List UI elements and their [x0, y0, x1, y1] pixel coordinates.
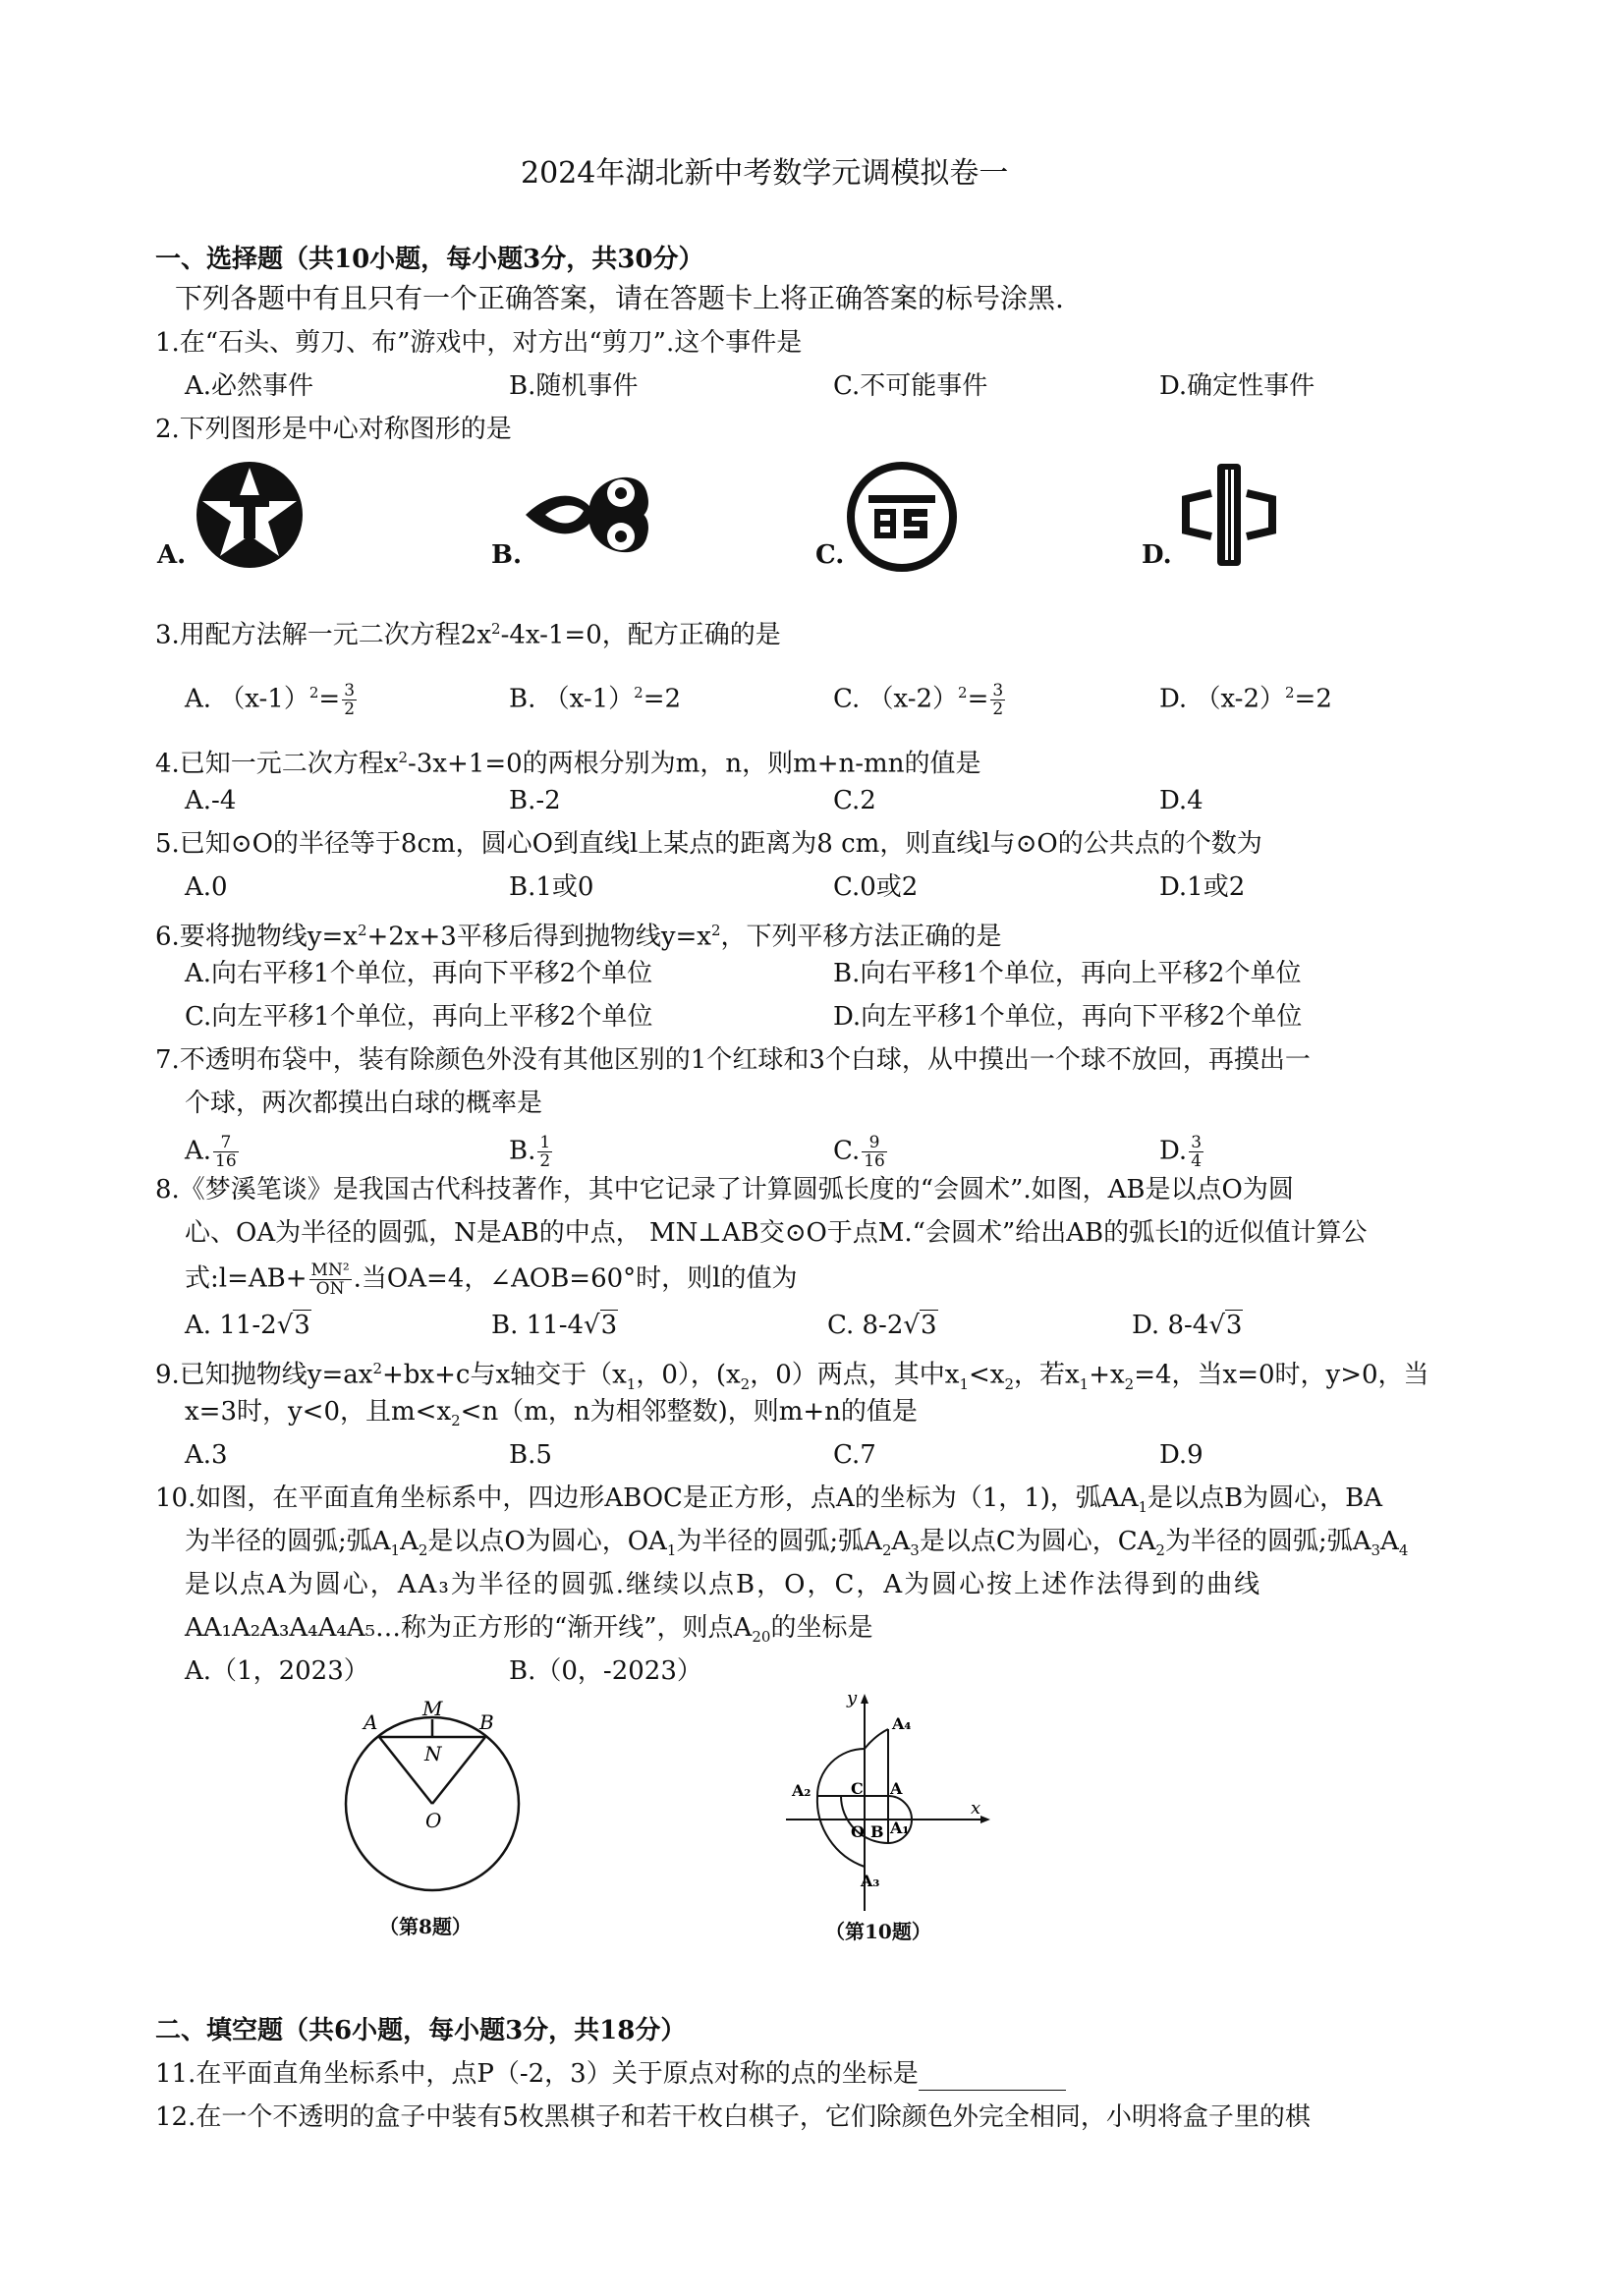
radicand: 3 [1225, 1311, 1243, 1340]
q9-text: ，若x [1013, 1360, 1080, 1390]
q10-line-2 [185, 1525, 1408, 1567]
q8-formula-text: 式:l=AB+ [185, 1263, 308, 1294]
q3-option-b [509, 676, 681, 716]
q11-answer-blank[interactable] [919, 2064, 1066, 2091]
q3-a-sup: 2 [308, 684, 319, 701]
fig10-label-a2: A₂ [792, 1781, 812, 1800]
denominator: 16 [215, 1151, 237, 1171]
q6-option-a: A.向右平移1个单位，再向下平移2个单位 [185, 959, 653, 988]
q2-stem: 2.下列图形是中心对称图形的是 [155, 415, 512, 444]
numerator: 3 [1191, 1133, 1203, 1152]
q8-d-text: D. 8-4 [1132, 1311, 1209, 1340]
q3-stem-sup: 2 [491, 620, 501, 638]
q10-sub: 2 [1155, 1541, 1165, 1560]
q7-option-b [509, 1134, 554, 1170]
q10-text: 是以点C为圆心，CA [919, 1527, 1156, 1556]
q5-option-d: D.1或2 [1159, 872, 1246, 902]
q8-line-3 [185, 1261, 798, 1298]
q7-b-fraction [537, 1134, 552, 1170]
sqrt-sign: √ [1208, 1311, 1225, 1340]
q10-sub: 1 [1138, 1498, 1148, 1517]
q8-a-text: A. 11-2 [185, 1311, 277, 1340]
q5-option-c: C.0或2 [833, 872, 919, 902]
q10-sub: 1 [666, 1541, 677, 1560]
q10-sub: 2 [418, 1541, 428, 1560]
bracket-logo-icon [1174, 460, 1284, 570]
q3-d-eq: =2 [1294, 684, 1332, 714]
fig10-label-o: O [851, 1822, 865, 1841]
fig10-label-a1: A₁ [890, 1819, 910, 1837]
q8-figure [334, 1690, 550, 1926]
q8-option-a [185, 1309, 311, 1342]
q9-text: 9.已知抛物线y=ax [155, 1360, 373, 1390]
q9-sub: 1 [626, 1374, 637, 1393]
sqrt-sign: √ [584, 1311, 600, 1340]
q9-line-1 [155, 1352, 1429, 1401]
q6-option-c: C.向左平移1个单位，再向上平移2个单位 [185, 1002, 653, 1032]
q4-option-b: B.-2 [509, 786, 561, 815]
q5-option-a: A.0 [185, 872, 228, 902]
q9-text: =4，当x=0时，y>0，当 [1134, 1360, 1429, 1390]
q8-option-d [1132, 1309, 1243, 1342]
q7-option-d [1159, 1134, 1205, 1170]
q4-option-d: D.4 [1159, 786, 1203, 815]
q10-option-b: B.（0，-2023） [509, 1656, 702, 1686]
fig8-label-b: B [479, 1710, 494, 1734]
q10-text: A [891, 1527, 911, 1556]
q9-text: ，0），(x [636, 1360, 741, 1390]
fig8-label-m: M [422, 1697, 443, 1720]
q9-option-d: D.9 [1159, 1440, 1203, 1470]
q9-text: ，0）两点，其中x [750, 1360, 960, 1390]
q8-formula-fraction [309, 1261, 352, 1298]
q7-d-fraction [1189, 1134, 1203, 1170]
q3-a-text: A. （x-1） [185, 684, 309, 714]
q3-d-text: D. （x-2） [1159, 684, 1285, 714]
q4-option-c: C.2 [833, 786, 876, 815]
q6-stem-part: 6.要将抛物线y=x [155, 922, 358, 952]
fig8-label-n: N [424, 1742, 442, 1765]
numerator: 3 [344, 681, 356, 701]
radicand: 3 [294, 1311, 310, 1340]
q10-text: AA₁A₂A₃A₄A₄A₅…称为正方形的“渐开线”，则点A [185, 1613, 753, 1643]
trefoil-logo-icon [521, 462, 653, 568]
q9-option-b: B.5 [509, 1440, 552, 1470]
q3-c-fraction [990, 682, 1005, 718]
section-2-heading: 二、填空题（共6小题，每小题3分，共18分） [155, 2016, 687, 2045]
q10-text: 是以点O为圆心，OA [427, 1527, 667, 1556]
q1-option-a: A.必然事件 [185, 371, 314, 401]
q3-b-text: B. （x-1） [509, 684, 635, 714]
q2-label-b: B. [491, 540, 523, 570]
q1-option-c: C.不可能事件 [833, 371, 988, 401]
q3-stem [155, 612, 781, 652]
q3-c-eq: = [967, 684, 989, 714]
fig8-label-o: O [425, 1809, 442, 1832]
q9-sup: 2 [372, 1360, 382, 1377]
q6-stem-part: ，下列平移方法正确的是 [720, 922, 1002, 952]
q9-sub: 1 [959, 1374, 969, 1393]
q10-sub: 3 [1371, 1541, 1381, 1560]
denominator: ON [315, 1279, 345, 1299]
fig10-label-a3: A₃ [861, 1872, 880, 1890]
q4-stem [155, 741, 980, 781]
q8-b-text: B. 11-4 [491, 1311, 585, 1340]
q9-text: <n（m，n为相邻整数)，则m+n的值是 [460, 1397, 918, 1427]
radicand: 3 [600, 1311, 618, 1340]
q9-sub: 2 [740, 1374, 751, 1393]
q10-text: 的坐标是 [770, 1613, 873, 1643]
numerator: 7 [213, 1134, 239, 1152]
fig10-label-b: B [870, 1822, 884, 1841]
q2-label-d: D. [1142, 540, 1172, 570]
q10-text: A [400, 1527, 419, 1556]
circle-glyph-logo-icon [847, 462, 957, 572]
q10-sub: 1 [390, 1541, 401, 1560]
q3-b-sup: 2 [634, 684, 644, 701]
denominator: 2 [992, 700, 1004, 720]
numerator: 3 [992, 681, 1004, 701]
q6-stem [155, 914, 1002, 954]
q10-sub: 20 [752, 1628, 771, 1647]
section-1-heading: 一、选择题（共10小题，每小题3分，共30分） [155, 245, 704, 274]
q10-figure [776, 1690, 1002, 1916]
q6-sup: 2 [357, 922, 367, 939]
q8-c-text: C. 8-2 [827, 1311, 904, 1340]
q10-text: 是以点B为圆心，BA [1147, 1484, 1383, 1513]
q7-option-a [185, 1134, 241, 1170]
q4-stem-part: -3x+1=0的两根分别为m，n，则m+n-mn的值是 [408, 749, 981, 779]
q9-line-2 [185, 1395, 918, 1437]
q10-option-a: A.（1，2023） [185, 1656, 369, 1686]
fig8-label-a: A [364, 1710, 378, 1734]
q9-sub: 2 [1004, 1374, 1014, 1393]
q3-b-eq: =2 [643, 684, 682, 714]
numerator: 9 [862, 1134, 887, 1152]
fig10-label-a4: A₄ [892, 1714, 912, 1733]
q4-option-a: A.-4 [185, 786, 237, 815]
q10-sub: 4 [1398, 1541, 1409, 1560]
q10-sub: 2 [881, 1541, 892, 1560]
q7-b-text: B. [509, 1136, 536, 1166]
q8-line-1: 8.《梦溪笔谈》是我国古代科技著作，其中它记录了计算圆弧长度的“会圆术”.如图，AB是以点O为圆 [155, 1175, 1294, 1204]
q7-line-1: 7.不透明布袋中，装有除颜色外没有其他区别的1个红球和3个白球，从中摸出一个球不放回，再摸出一 [155, 1045, 1311, 1075]
q10-text: 为半径的圆弧;弧A [185, 1527, 391, 1556]
star-T-logo-icon [195, 460, 305, 570]
sqrt-sign: √ [276, 1311, 294, 1340]
q11-stem [155, 2057, 1066, 2091]
q4-stem-part: 4.已知一元二次方程x [155, 749, 399, 779]
q9-sub: 2 [1124, 1374, 1135, 1393]
fig10-label-y: y [847, 1688, 858, 1708]
q8-line-2: 心、OA为半径的圆弧，N是AB的中点， MN⊥AB交⊙O于点M.“会圆术”给出AB的弧长l的近似值计算公 [185, 1218, 1368, 1248]
numerator: MN² [310, 1260, 350, 1280]
q12-stem: 12.在一个不透明的盒子中装有5枚黑棋子和若干枚白棋子，它们除颜色外完全相同，小明将盒子里的棋 [155, 2102, 1311, 2132]
q10-line-1 [155, 1482, 1382, 1524]
q1-option-d: D.确定性事件 [1159, 371, 1315, 401]
q5-stem: 5.已知⊙O的半径等于8cm，圆心O到直线l上某点的距离为8 cm，则直线l与⊙O的公共点的个数为 [155, 829, 1262, 859]
q7-c-fraction [862, 1134, 887, 1170]
fig10-label-a: A [890, 1779, 903, 1798]
q7-option-c [833, 1134, 889, 1170]
radicand: 3 [920, 1311, 937, 1340]
q10-line-3: 是以点A为圆心，AA₃为半径的圆弧.继续以点B，O，C，A为圆心按上述作法得到的曲线 [185, 1570, 1262, 1599]
q10-text: 为半径的圆弧;弧A [676, 1527, 882, 1556]
q11-text: 11.在平面直角坐标系中，点P（-2，3）关于原点对称的点的坐标是 [155, 2059, 919, 2089]
q10-text: 10.如图，在平面直角坐标系中，四边形ABOC是正方形，点A的坐标为（1，1)，弧AA [155, 1484, 1139, 1513]
fig10-label-x: x [971, 1798, 981, 1819]
q3-a-eq: = [318, 684, 341, 714]
q9-sub: 1 [1079, 1374, 1090, 1393]
fig10-label-c: C [851, 1779, 864, 1798]
q3-option-c [833, 676, 1007, 718]
denominator: 4 [1191, 1151, 1203, 1171]
q9-text: +x [1089, 1360, 1125, 1390]
q9-text: +bx+c与x轴交于（x [382, 1360, 627, 1390]
denominator: 2 [344, 700, 356, 720]
q10-sub: 3 [910, 1541, 920, 1560]
q3-stem-part: -4x-1=0，配方正确的是 [500, 620, 781, 650]
q1-stem: 1.在“石头、剪刀、布”游戏中，对方出“剪刀”.这个事件是 [155, 328, 803, 358]
q6-option-d: D.向左平移1个单位，再向下平移2个单位 [833, 1002, 1303, 1032]
denominator: 2 [539, 1151, 551, 1171]
fig8-caption: （第8题） [379, 1915, 472, 1938]
q10-line-4 [185, 1611, 872, 1653]
section-1-instruction: 下列各题中有且只有一个正确答案，请在答题卡上将正确答案的标号涂黑. [175, 282, 1064, 314]
q3-a-fraction [342, 682, 357, 718]
q8-formula-text: .当OA=4，∠AOB=60°时，则l的值为 [353, 1263, 798, 1294]
q9-sub: 2 [451, 1412, 461, 1430]
q9-option-c: C.7 [833, 1440, 876, 1470]
q8-option-b [491, 1309, 618, 1342]
denominator: 16 [864, 1151, 885, 1171]
q6-sup: 2 [710, 922, 721, 939]
q5-option-b: B.1或0 [509, 872, 594, 902]
q3-option-d [1159, 676, 1332, 716]
q9-option-a: A.3 [185, 1440, 228, 1470]
q6-stem-part: +2x+3平移后得到抛物线y=x [366, 922, 711, 952]
q7-line-2: 个球，两次都摸出白球的概率是 [185, 1089, 543, 1118]
q3-c-text: C. （x-2） [833, 684, 959, 714]
q3-option-a [185, 676, 359, 718]
q10-text: A [1380, 1527, 1399, 1556]
fig10-caption: （第10题） [825, 1920, 931, 1943]
q2-label-a: A. [157, 540, 187, 570]
q3-d-sup: 2 [1284, 684, 1295, 701]
q7-d-text: D. [1159, 1136, 1188, 1166]
q4-stem-sup: 2 [398, 749, 409, 766]
q6-option-b: B.向右平移1个单位，再向上平移2个单位 [833, 959, 1302, 988]
sqrt-sign: √ [903, 1311, 920, 1340]
q3-stem-part: 3.用配方法解一元二次方程2x [155, 620, 492, 650]
q9-text: <x [968, 1360, 1005, 1390]
q7-c-text: C. [833, 1136, 861, 1166]
q7-a-fraction [213, 1134, 239, 1170]
page-title: 2024年湖北新中考数学元调模拟卷一 [521, 156, 1009, 191]
q10-text: 为半径的圆弧;弧A [1164, 1527, 1371, 1556]
q7-a-text: A. [185, 1136, 212, 1166]
q8-option-c [827, 1309, 938, 1342]
q2-label-c: C. [815, 540, 845, 570]
q3-c-sup: 2 [958, 684, 968, 701]
numerator: 1 [539, 1133, 551, 1152]
q9-text: x=3时，y<0，且m<x [185, 1397, 452, 1427]
q1-option-b: B.随机事件 [509, 371, 639, 401]
